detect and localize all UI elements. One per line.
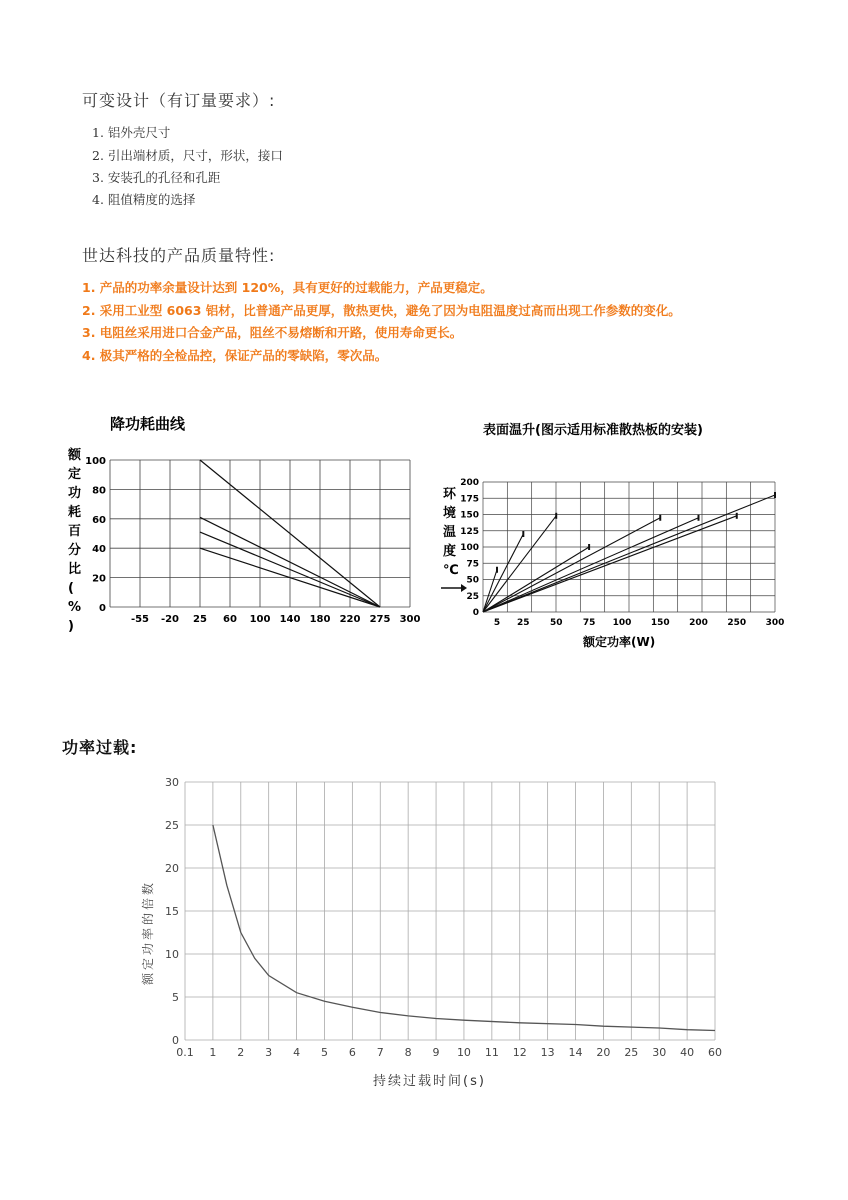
y-tick-label: 150: [460, 510, 479, 521]
y-tick-label: 0: [472, 608, 479, 618]
svg-text:耗: 耗: [68, 505, 82, 520]
x-axis-label: 额定功率(W): [583, 635, 656, 649]
x-tick-label: 13: [540, 1046, 555, 1059]
x-tick-label: 6: [348, 1046, 356, 1059]
quality-item: 4. 极其严格的全检品控，保证产品的零缺陷，零次品。: [82, 348, 388, 363]
y-tick-label: 125: [460, 526, 479, 537]
x-tick-label: 300: [765, 618, 785, 628]
x-tick-label: 20: [596, 1046, 611, 1059]
x-tick-label: 10: [456, 1046, 471, 1059]
variable-design-item: 1. 铝外壳尺寸: [92, 125, 171, 140]
y-tick-label: 200: [460, 478, 479, 488]
y-tick-label: 20: [92, 573, 106, 585]
variable-design-heading: 可变设计（有订量要求）:: [82, 91, 276, 110]
svg-text:比: 比: [68, 562, 82, 577]
x-tick-label: 8: [404, 1046, 412, 1059]
variable-design-item: 2. 引出端材质，尺寸，形状，接口: [92, 148, 283, 163]
variable-design-item: 4. 阻值精度的选择: [92, 192, 196, 207]
y-tick-label: 80: [92, 485, 106, 497]
quality-heading: 世达科技的产品质量特性:: [82, 246, 276, 265]
x-axis-label: 持续过载时间(s): [373, 1074, 486, 1089]
temperature-curve: [483, 516, 737, 612]
x-tick-label: 220: [339, 614, 361, 625]
y-axis-label: [67, 447, 82, 634]
x-tick-label: 75: [582, 618, 596, 628]
y-tick-label: 40: [92, 544, 106, 556]
x-tick-label: 5: [493, 618, 501, 628]
x-tick-label: 250: [727, 618, 747, 628]
svg-text:): ): [68, 619, 74, 634]
y-tick-label: 0: [99, 603, 106, 614]
x-tick-label: 14: [568, 1046, 583, 1059]
svg-text:%: %: [68, 600, 82, 615]
y-tick-label: 10: [165, 948, 179, 961]
variable-design-item: 3. 安装孔的孔径和孔距: [92, 170, 221, 185]
x-tick-label: 25: [517, 618, 530, 628]
svg-text:度: 度: [443, 544, 457, 559]
y-tick-label: 100: [85, 456, 106, 467]
x-tick-label: 40: [680, 1046, 695, 1059]
quality-item: 1. 产品的功率余量设计达到 120%，具有更好的过载能力，产品更稳定。: [82, 280, 493, 295]
svg-text:环: 环: [443, 487, 457, 502]
temperature-curve: [483, 518, 660, 612]
x-tick-label: 11: [484, 1046, 499, 1059]
y-tick-label: 75: [466, 559, 479, 570]
chart-title: 表面温升(图示适用标准散热板的安装): [483, 423, 703, 438]
svg-text:(: (: [68, 581, 74, 596]
svg-text:℃: ℃: [443, 563, 459, 578]
x-tick-label: 9: [432, 1046, 440, 1059]
chart-title: 降功耗曲线: [110, 415, 186, 433]
x-tick-label: 25: [193, 614, 207, 625]
x-tick-label: 2: [237, 1046, 245, 1059]
y-tick-label: 50: [466, 575, 479, 586]
y-axis-label: 额定功率的倍数: [141, 879, 155, 985]
svg-text:功: 功: [68, 486, 82, 501]
y-tick-label: 25: [466, 591, 479, 602]
svg-text:分: 分: [68, 543, 82, 558]
x-tick-label: 100: [249, 614, 271, 625]
y-tick-label: 175: [460, 494, 479, 505]
svg-text:温: 温: [443, 525, 457, 540]
y-tick-label: 5: [172, 991, 179, 1004]
x-tick-label: 5: [320, 1046, 328, 1059]
svg-text:额: 额: [68, 448, 82, 463]
x-tick-label: 1: [209, 1046, 217, 1059]
x-tick-label: 3: [265, 1046, 273, 1059]
x-tick-label: 60: [708, 1046, 722, 1059]
x-tick-label: -20: [160, 614, 180, 625]
x-tick-label: 12: [512, 1046, 527, 1059]
y-tick-label: 15: [165, 905, 179, 918]
y-tick-label: 100: [460, 543, 479, 553]
y-tick-label: 20: [165, 862, 179, 875]
temperature-rise-chart: [435, 412, 795, 657]
x-tick-label: 30: [652, 1046, 667, 1059]
x-tick-label: 150: [650, 618, 670, 628]
x-tick-label: 60: [223, 614, 237, 625]
y-tick-label: 60: [92, 514, 106, 526]
temperature-curve: [483, 534, 523, 612]
x-tick-label: 100: [612, 618, 632, 628]
x-tick-label: 275: [369, 614, 391, 625]
quality-item: 2. 采用工业型 6063 铝材，比普通产品更厚，散热更快，避免了因为电阻温度过高而出现工作参数的变化。: [82, 303, 681, 318]
x-tick-label: 200: [689, 618, 708, 628]
x-tick-label: 50: [549, 618, 563, 628]
y-tick-label: 25: [165, 819, 179, 832]
x-tick-label: 7: [376, 1046, 384, 1059]
svg-text:定: 定: [68, 467, 82, 482]
x-tick-label: 0.1: [176, 1046, 194, 1059]
y-tick-label: 0: [172, 1034, 179, 1047]
x-tick-label: 300: [399, 614, 421, 625]
derating-chart: [60, 405, 430, 635]
x-tick-label: 180: [309, 614, 331, 625]
x-tick-label: -55: [130, 614, 150, 625]
temperature-curve: [483, 518, 699, 612]
svg-text:境: 境: [443, 506, 457, 521]
x-tick-label: 25: [624, 1046, 639, 1059]
quality-item: 3. 电阻丝采用进口合金产品，阻丝不易熔断和开路，使用寿命更长。: [82, 325, 463, 340]
overload-chart: [130, 770, 750, 1100]
x-tick-label: 140: [279, 614, 301, 625]
overload-heading: 功率过载:: [62, 738, 138, 757]
svg-text:百: 百: [68, 524, 82, 539]
x-tick-label: 4: [293, 1046, 301, 1059]
y-tick-label: 30: [165, 776, 179, 789]
